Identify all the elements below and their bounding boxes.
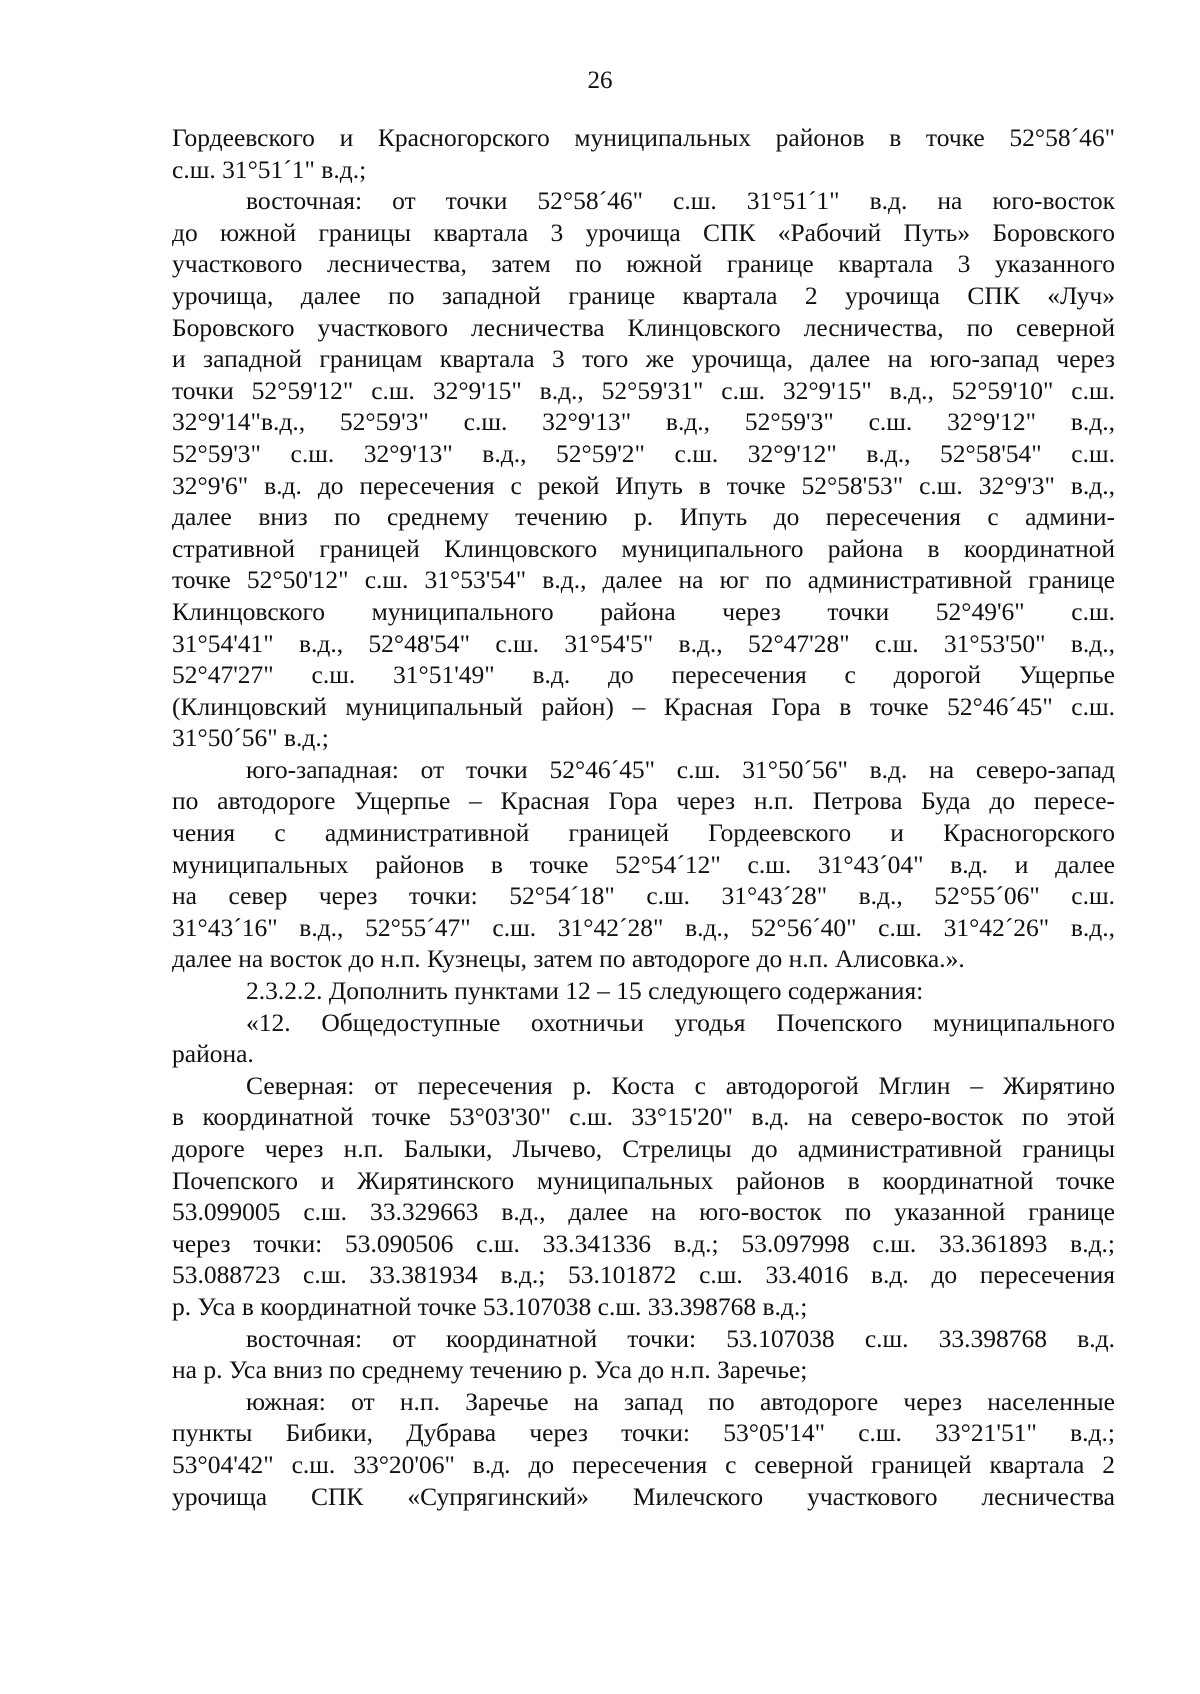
text-line: 31°54'41" в.д., 52°48'54" с.ш. 31°54'5" в.д., 52°47'28" с.ш. 31°53'50" в.д.,	[172, 628, 1115, 658]
text-line: точке 52°50'12" с.ш. 31°53'54" в.д., далее на юг по административной границе	[172, 565, 1115, 595]
text-line: урочища, далее по западной границе квартала 2 урочища СПК «Луч»	[172, 280, 1115, 310]
text-line: стративной границей Клинцовского муниципального района в координатной	[172, 533, 1115, 563]
text-line: дороге через н.п. Балыки, Лычево, Стрелицы до административной границы	[172, 1134, 1115, 1163]
text-line: юго-западная: от точки 52°46´45" с.ш. 31°50´56" в.д. на северо-запад	[246, 754, 1115, 784]
text-line: участкового лесничества, затем по южной границе квартала 3 указанного	[172, 249, 1115, 279]
text-line: через точки: 53.090506 с.ш. 33.341336 в.д.; 53.097998 с.ш. 33.361893 в.д.;	[172, 1228, 1115, 1258]
text-line: пункты Бибики, Дубрава через точки: 53°05'14" с.ш. 33°21'51" в.д.;	[172, 1418, 1115, 1448]
text-line: урочища СПК «Супрягинский» Милечского участкового лесничества	[172, 1481, 1115, 1511]
text-line: Боровского участкового лесничества Клинцовского лесничества, по северной	[172, 312, 1115, 342]
text-line: 53°04'42" с.ш. 33°20'06" в.д. до пересечения с северной границей квартала 2	[172, 1449, 1115, 1479]
text-line: 32°9'6" в.д. до пересечения с рекой Ипуть в точке 52°58'53" с.ш. 32°9'3" в.д.,	[172, 470, 1115, 500]
text-line: в координатной точке 53°03'30" с.ш. 33°15'20" в.д. на северо-восток по этой	[172, 1102, 1115, 1132]
text-line: на р. Уса вниз по среднему течению р. Уса до н.п. Заречье;	[172, 1355, 808, 1385]
text-line: восточная: от координатной точки: 53.107038 с.ш. 33.398768 в.д.	[246, 1323, 1115, 1353]
text-line: точки 52°59'12" с.ш. 32°9'15" в.д., 52°59'31" с.ш. 32°9'15" в.д., 52°59'10" с.ш.	[172, 375, 1115, 405]
text-line: «12. Общедоступные охотничьи угодья Почепского муниципального	[246, 1007, 1115, 1037]
text-line: и западной границам квартала 3 того же урочища, далее на юго-запад через	[172, 344, 1115, 374]
text-line: 2.3.2.2. Дополнить пунктами 12 – 15 следующего содержания:	[246, 976, 924, 1006]
text-line: 53.088723 с.ш. 33.381934 в.д.; 53.101872 с.ш. 33.4016 в.д. до пересечения	[172, 1260, 1115, 1290]
text-line: далее на восток до н.п. Кузнецы, затем по автодороге до н.п. Алисовка.».	[172, 944, 965, 974]
text-line: 52°47'27" с.ш. 31°51'49" в.д. до пересечения с дорогой Ущерпье	[172, 660, 1115, 690]
text-line: 31°50´56" в.д.;	[172, 723, 329, 753]
text-line: 52°59'3" с.ш. 32°9'13" в.д., 52°59'2" с.ш. 32°9'12" в.д., 52°58'54" с.ш.	[172, 438, 1115, 468]
text-line: 31°43´16" в.д., 52°55´47" с.ш. 31°42´28" в.д., 52°56´40" с.ш. 31°42´26" в.д.,	[172, 912, 1115, 942]
text-line: Клинцовского муниципального района через точки 52°49'6" с.ш.	[172, 596, 1115, 626]
text-line: далее вниз по среднему течению р. Ипуть до пересечения с админи-	[172, 502, 1115, 532]
text-line: Гордеевского и Красногорского муниципальных районов в точке 52°58´46"	[172, 123, 1115, 152]
text-line: (Клинцовский муниципальный район) – Красная Гора в точке 52°46´45" с.ш.	[172, 691, 1115, 721]
text-line: восточная: от точки 52°58´46" с.ш. 31°51´1" в.д. на юго-восток	[246, 186, 1115, 216]
text-line: Почепского и Жирятинского муниципальных районов в координатной точке	[172, 1165, 1115, 1195]
text-line: 32°9'14"в.д., 52°59'3" с.ш. 32°9'13" в.д., 52°59'3" с.ш. 32°9'12" в.д.,	[172, 407, 1115, 437]
text-line: по автодороге Ущерпье – Красная Гора через н.п. Петрова Буда до пересе-	[172, 786, 1115, 816]
document-body	[172, 122, 1115, 1512]
text-line: 53.099005 с.ш. 33.329663 в.д., далее на юго-восток по указанной границе	[172, 1197, 1115, 1227]
text-line: муниципальных районов в точке 52°54´12" с.ш. 31°43´04" в.д. и далее	[172, 849, 1115, 879]
text-line: района.	[172, 1039, 254, 1069]
text-line: чения с административной границей Гордеевского и Красногорского	[172, 818, 1115, 848]
text-line: с.ш. 31°51´1" в.д.;	[172, 154, 367, 184]
text-line: Северная: от пересечения р. Коста с автодорогой Мглин – Жирятино	[246, 1070, 1115, 1100]
text-line: до южной границы квартала 3 урочища СПК «Рабочий Путь» Боровского	[172, 217, 1115, 247]
text-line: на север через точки: 52°54´18" с.ш. 31°43´28" в.д., 52°55´06" с.ш.	[172, 881, 1115, 911]
text-line: р. Уса в координатной точке 53.107038 с.ш. 33.398768 в.д.;	[172, 1291, 808, 1321]
page-number: 26	[587, 67, 613, 94]
text-line: южная: от н.п. Заречье на запад по автодороге через населенные	[246, 1386, 1115, 1416]
